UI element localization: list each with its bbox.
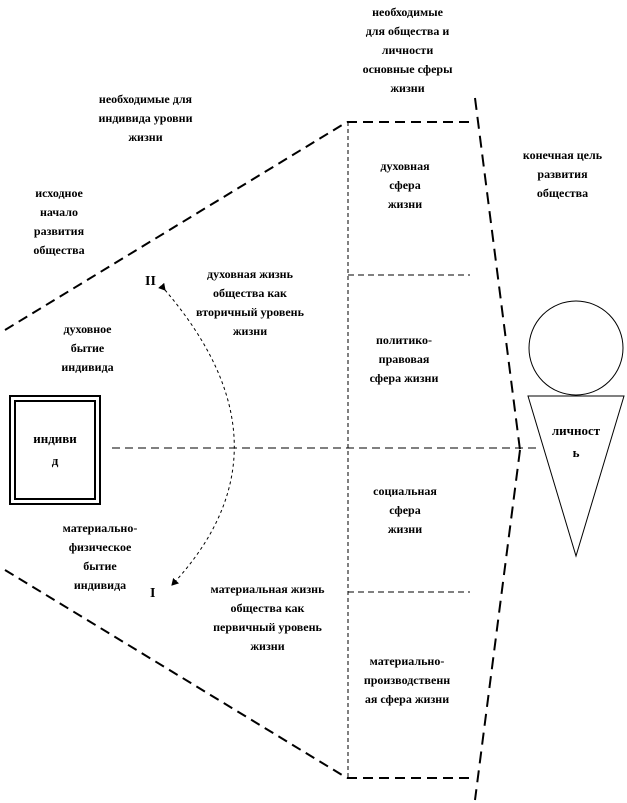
spiritual-being-label: духовное бытие индивида (61, 322, 114, 374)
starting-point-label: исходное начало развития общества (33, 186, 85, 257)
individual-levels-label: необходимые для индивида уровни жизни (98, 92, 193, 144)
spiritual-life-label: духовная жизнь общества как вторичный уровень жизни (196, 267, 304, 338)
individual-box (9, 395, 101, 505)
material-being-label: материально- физическое бытие индивида (62, 521, 138, 592)
level-marker-upper: II (145, 274, 156, 289)
material-life-label: материальная жизнь общества как первичный уровень жизни (210, 582, 325, 653)
sphere-social-label: социальная сфера жизни (373, 484, 437, 536)
sphere-spiritual-label: духовная сфера жизни (380, 159, 430, 211)
personality-label: личност ь (551, 423, 601, 460)
spheres-right-boundary-lower (475, 450, 520, 800)
sphere-political-label: политико- правовая сфера жизни (369, 333, 439, 385)
individual-label: индиви д (33, 431, 77, 468)
level-marker-lower: I (150, 586, 156, 601)
top-spheres-label: необходимые для общества и личности основные сферы жизни (362, 5, 453, 95)
personality-head (529, 301, 623, 395)
final-goal-label: конечная цель развития общества (522, 148, 603, 200)
sphere-material-label: материально- производственн ая сфера жизни (363, 654, 451, 706)
